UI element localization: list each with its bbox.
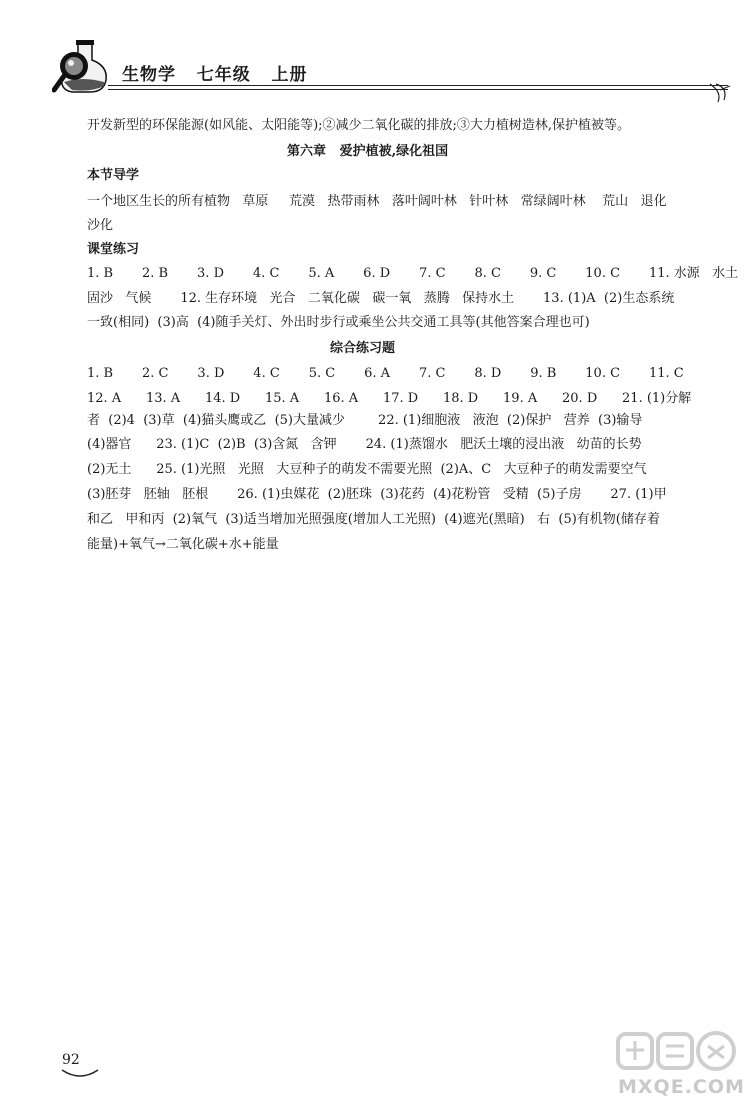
comprehensive-line: 1. B 2. C 3. D 4. C 5. C 6. A 7. C 8. D 9. B 10. C 11. C	[87, 366, 684, 381]
page-number-swoosh	[60, 1068, 100, 1080]
practice-line: 1. B 2. B 3. D 4. C 5. A 6. D 7. C 8. C 9. C 10. C 11. 水源 水土	[87, 266, 739, 281]
header-rule	[108, 85, 728, 90]
comprehensive-line: (4)器官 23. (1)C (2)B (3)含氮 含钾 24. (1)蒸馏水 肥沃土壤的浸出液 幼苗的长势	[87, 437, 642, 452]
practice-line: 固沙 气候 12. 生存环境 光合 二氧化碳 碳一氧 蒸腾 保持水土 13. (1)A (2)生态系统	[87, 291, 675, 306]
page-number: 92	[62, 1052, 80, 1068]
intro-line: 开发新型的环保能源(如风能、太阳能等);②减少二氧化碳的排放;③大力植树造林,保护植被等。	[87, 118, 631, 133]
comprehensive-line: 和乙 甲和丙 (2)氧气 (3)适当增加光照强度(增加人工光照) (4)遮光(黑暗) 右 (5)有机物(储存着	[87, 512, 660, 527]
comprehensive-line: 12. A 13. A 14. D 15. A 16. A 17. D 18. D 19. A 20. D 21. (1)分解	[87, 391, 692, 406]
guide-heading: 本节导学	[87, 168, 140, 183]
comprehensive-line: 能量)+氧气→二氧化碳+水+能量	[87, 537, 279, 552]
practice-heading: 课堂练习	[87, 242, 140, 257]
comprehensive-line: (3)胚芽 胚轴 胚根 26. (1)虫媒花 (2)胚珠 (3)花药 (4)花粉管 受精 (5)子房 27. (1)甲	[87, 487, 667, 502]
watermark-text: MXQE.COM	[618, 1076, 745, 1098]
header-title: 生物学 七年级 上册	[122, 65, 308, 85]
comprehensive-title: 综合练习题	[330, 341, 396, 356]
guide-line: 一个地区生长的所有植物 草原 荒漠 热带雨林 落叶阔叶林 针叶林 常绿阔叶林 荒山 退化	[87, 194, 667, 209]
chapter-title: 第六章 爱护植被,绿化祖国	[287, 144, 449, 159]
practice-line: 一致(相同) (3)高 (4)随手关灯、外出时步行或乘坐公共交通工具等(其他答案合理也可)	[87, 315, 590, 330]
comprehensive-line: 者 (2)4 (3)草 (4)猫头鹰或乙 (5)大量减少 22. (1)细胞液 液泡 (2)保护 营养 (3)输导	[87, 413, 643, 428]
guide-line: 沙化	[87, 218, 114, 233]
ornament-icon	[708, 82, 734, 104]
comprehensive-line: (2)无土 25. (1)光照 光照 大豆种子的萌发不需要光照 (2)A、C 大豆种子的萌发需要空气	[87, 462, 647, 477]
